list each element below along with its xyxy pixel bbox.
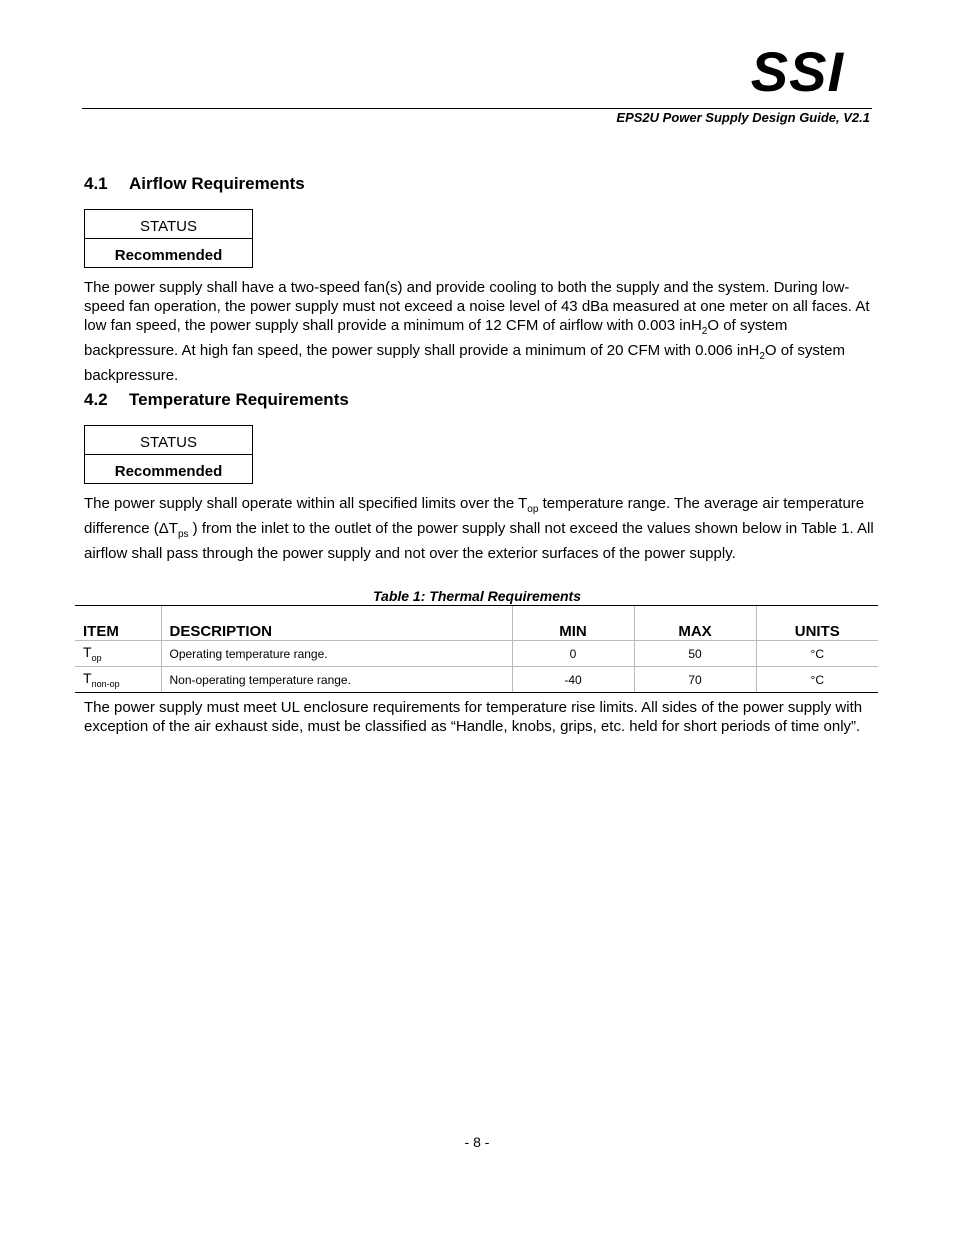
airflow-paragraph: The power supply shall have a two-speed fan(s) and provide cooling to both the supply and the system. During low-speed fan operation, the power supply must not exceed a noise level of 43 dBa measured at one meter on all faces. At low fan speed, the power supply shall provide a minimum of 12 CFM of airflow with 0.003 inH$_2$O of system backpressure. At high fan speed, the power supply shall provide a minimum of 20 CFM with 0.006 inH$_2$O of system backpressure. [84,279,870,384]
section-title: Temperature Requirements [129,390,349,409]
status-value: Recommended [114,247,223,264]
table-row [75,641,878,667]
ssi-logo: SSI [750,40,844,103]
section-number: 4.2 [84,390,108,409]
column-header-min: MIN [512,606,634,641]
section-heading-temperature [84,390,349,410]
column-header-item: ITEM [75,606,161,641]
cell-description: Operating temperature range. [161,641,512,667]
column-header-units: UNITS [756,606,878,641]
status-box-temperature [84,425,253,484]
cell-min: -40 [512,667,634,693]
section-heading-airflow [84,174,305,194]
table-caption: Table 1: Thermal Requirements [373,588,581,604]
cell-min: 0 [512,641,634,667]
header-divider [82,108,872,109]
temperature-paragraph: The power supply shall operate within all specified limits over the $T_{op}$ temperature range. The average air temperature difference ($\Delta T_{ps}$ ) from the inlet to the outlet of the power supply shall not exceed the values shown below in Table 1. All airflow shall pass through the power supply and not over the exterior surfaces of the power supply. [84,495,874,562]
cell-units: °C [756,641,878,667]
status-header: STATUS [85,426,252,455]
document-title: EPS2U Power Supply Design Guide, V2.1 [616,110,870,125]
cell-item: $T_{op}$ [75,641,161,667]
page-number: - 8 - [464,1134,490,1150]
column-header-max: MAX [634,606,756,641]
section-title: Airflow Requirements [129,174,305,193]
table-row [75,667,878,693]
status-box-airflow [84,209,253,268]
table-header-row [75,606,878,641]
cell-max: 70 [634,667,756,693]
cell-item: $T_{non-op}$ [75,667,161,693]
section-number: 4.1 [84,174,108,193]
closing-paragraph: The power supply must meet UL enclosure requirements for temperature rise limits. All sides of the power supply with exception of the air exhaust side, must be classified as “Handle, knobs, grips, etc. held for short periods of time only”. [84,699,863,735]
cell-description: Non-operating temperature range. [161,667,512,693]
cell-units: °C [756,667,878,693]
column-header-description: DESCRIPTION [161,606,512,641]
status-value: Recommended [114,463,223,480]
cell-max: 50 [634,641,756,667]
status-header: STATUS [85,210,252,239]
thermal-requirements-table [75,605,878,693]
